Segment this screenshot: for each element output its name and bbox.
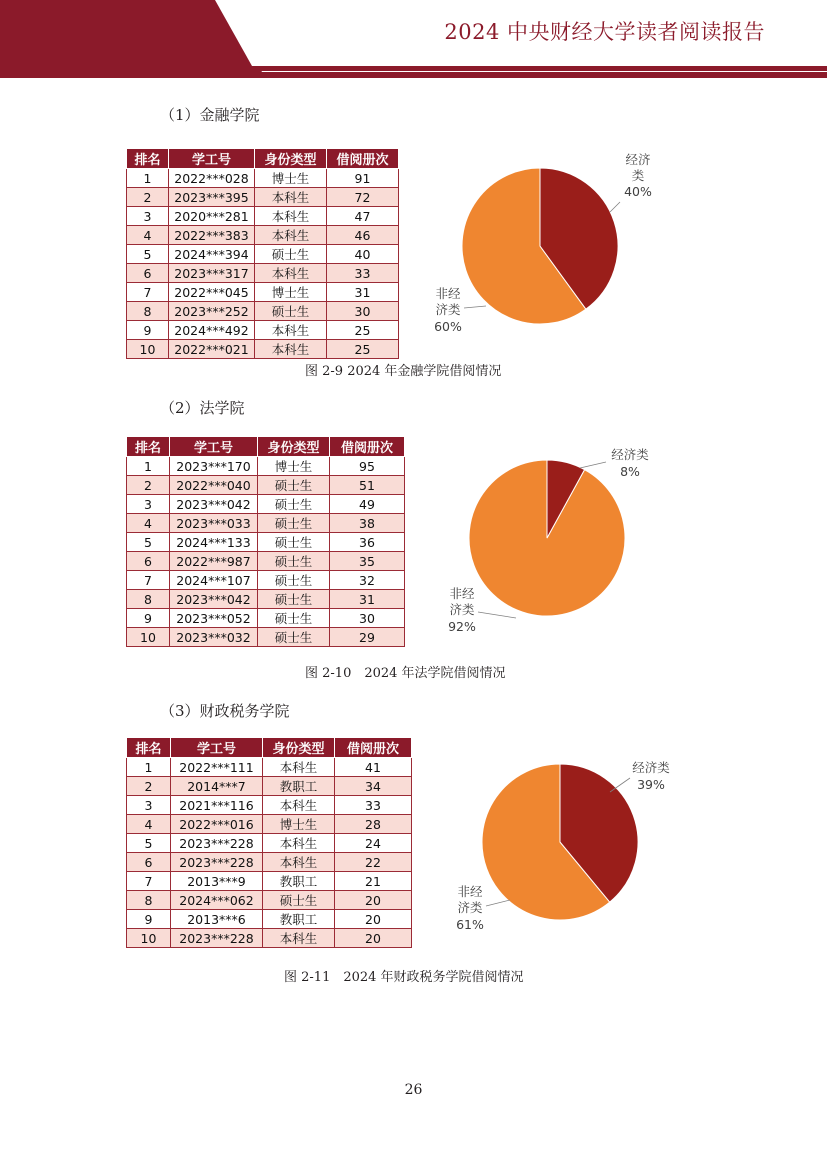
pie-label-non_economics: 非经 (449, 586, 475, 601)
cell-type: 硕士生 (258, 571, 330, 590)
table-row (127, 590, 405, 609)
table-row (127, 929, 412, 948)
table-row (127, 495, 405, 514)
col-header-type: 身份类型 (258, 437, 330, 457)
table-row (127, 815, 412, 834)
cell-count: 91 (327, 169, 399, 188)
pie-percent-non_economics: 61% (456, 917, 484, 932)
cell-id: 2022***383 (169, 226, 255, 245)
pie-chart-finance (420, 140, 660, 340)
pie-percent-economics: 40% (624, 184, 652, 199)
cell-type: 本科生 (263, 853, 335, 872)
cell-count: 25 (327, 321, 399, 340)
pie-label-economics: 经济 (625, 152, 651, 167)
cell-rank: 6 (127, 853, 171, 872)
table-row (127, 207, 399, 226)
cell-rank: 4 (127, 514, 170, 533)
cell-rank: 2 (127, 476, 170, 495)
col-header-count: 借阅册次 (327, 149, 399, 169)
cell-count: 20 (335, 891, 412, 910)
cell-id: 2023***033 (170, 514, 258, 533)
cell-id: 2013***9 (171, 872, 263, 891)
cell-id: 2022***987 (170, 552, 258, 571)
pie-label-non_economics: 非经 (457, 884, 483, 899)
table-row (127, 188, 399, 207)
table-row (127, 245, 399, 264)
section-title-law: （2）法学院 (160, 399, 245, 417)
cell-type: 本科生 (255, 188, 327, 207)
col-header-type: 身份类型 (263, 738, 335, 758)
cell-count: 21 (335, 872, 412, 891)
pie-label-economics: 经济类 (632, 760, 670, 775)
pie-leader-line (486, 900, 510, 906)
cell-id: 2022***016 (171, 815, 263, 834)
pie-label-economics: 经济类 (611, 447, 649, 462)
table-row (127, 514, 405, 533)
table-row (127, 910, 412, 929)
cell-count: 95 (330, 457, 405, 476)
cell-id: 2023***170 (170, 457, 258, 476)
cell-rank: 6 (127, 552, 170, 571)
cell-type: 本科生 (263, 929, 335, 948)
cell-rank: 8 (127, 891, 171, 910)
cell-type: 硕士生 (255, 245, 327, 264)
col-header-count: 借阅册次 (335, 738, 412, 758)
cell-id: 2022***021 (169, 340, 255, 359)
table-row (127, 758, 412, 777)
cell-rank: 10 (127, 628, 170, 647)
cell-id: 2014***7 (171, 777, 263, 796)
pie-label-non_economics: 非经 (435, 286, 461, 301)
pie-label-non_economics: 济类 (457, 900, 483, 915)
cell-id: 2023***395 (169, 188, 255, 207)
cell-type: 硕士生 (258, 628, 330, 647)
cell-type: 硕士生 (258, 533, 330, 552)
cell-id: 2023***042 (170, 590, 258, 609)
cell-rank: 2 (127, 188, 169, 207)
col-header-id: 学工号 (169, 149, 255, 169)
table-row (127, 283, 399, 302)
pie-percent-economics: 8% (620, 464, 640, 479)
cell-type: 硕士生 (258, 552, 330, 571)
cell-count: 40 (327, 245, 399, 264)
cell-rank: 1 (127, 169, 169, 188)
table-row (127, 321, 399, 340)
cell-rank: 9 (127, 609, 170, 628)
table-row (127, 796, 412, 815)
cell-count: 32 (330, 571, 405, 590)
cell-id: 2023***317 (169, 264, 255, 283)
cell-count: 25 (327, 340, 399, 359)
cell-rank: 5 (127, 245, 169, 264)
cell-type: 本科生 (263, 834, 335, 853)
cell-id: 2024***133 (170, 533, 258, 552)
cell-type: 教职工 (263, 910, 335, 929)
cell-rank: 5 (127, 533, 170, 552)
cell-id: 2021***116 (171, 796, 263, 815)
cell-id: 2022***028 (169, 169, 255, 188)
cell-type: 本科生 (255, 226, 327, 245)
cell-id: 2023***228 (171, 834, 263, 853)
table-row (127, 552, 405, 571)
cell-id: 2020***281 (169, 207, 255, 226)
pie-percent-non_economics: 92% (448, 619, 476, 634)
pie-leader-line (464, 306, 486, 308)
cell-rank: 1 (127, 758, 171, 777)
cell-count: 33 (335, 796, 412, 815)
cell-type: 博士生 (255, 283, 327, 302)
cell-count: 36 (330, 533, 405, 552)
ranking-table-public-finance (126, 737, 412, 948)
cell-count: 51 (330, 476, 405, 495)
cell-rank: 1 (127, 457, 170, 476)
table-row (127, 533, 405, 552)
pie-percent-non_economics: 60% (434, 319, 462, 334)
cell-count: 22 (335, 853, 412, 872)
table-row (127, 264, 399, 283)
table-row (127, 628, 405, 647)
cell-count: 33 (327, 264, 399, 283)
col-header-count: 借阅册次 (330, 437, 405, 457)
cell-id: 2023***052 (170, 609, 258, 628)
cell-count: 47 (327, 207, 399, 226)
cell-type: 博士生 (263, 815, 335, 834)
cell-id: 2023***032 (170, 628, 258, 647)
col-header-rank: 排名 (127, 437, 170, 457)
cell-id: 2022***040 (170, 476, 258, 495)
col-header-type: 身份类型 (255, 149, 327, 169)
table-row (127, 891, 412, 910)
table-row (127, 853, 412, 872)
cell-rank: 3 (127, 495, 170, 514)
cell-count: 30 (330, 609, 405, 628)
cell-id: 2013***6 (171, 910, 263, 929)
cell-type: 教职工 (263, 872, 335, 891)
pie-chart-public-finance (430, 750, 690, 950)
cell-type: 本科生 (255, 340, 327, 359)
ranking-table-law (126, 436, 405, 647)
table-row (127, 457, 405, 476)
cell-type: 硕士生 (258, 495, 330, 514)
cell-rank: 8 (127, 590, 170, 609)
cell-rank: 9 (127, 910, 171, 929)
cell-rank: 7 (127, 571, 170, 590)
pie-leader-line (478, 612, 516, 618)
page-number: 26 (404, 1082, 423, 1098)
section-title-public-finance: （3）财政税务学院 (160, 702, 290, 720)
cell-type: 博士生 (255, 169, 327, 188)
figure-caption-public-finance: 图 2-11 2024 年财政税务学院借阅情况 (284, 970, 524, 985)
table-row (127, 302, 399, 321)
cell-type: 硕士生 (258, 514, 330, 533)
pie-label-non_economics: 济类 (449, 602, 475, 617)
col-header-rank: 排名 (127, 738, 171, 758)
pie-leader-line (580, 462, 606, 468)
pie-label-economics: 类 (631, 168, 645, 183)
cell-rank: 5 (127, 834, 171, 853)
table-row (127, 777, 412, 796)
cell-type: 硕士生 (258, 609, 330, 628)
cell-id: 2024***107 (170, 571, 258, 590)
table-row (127, 226, 399, 245)
cell-type: 本科生 (255, 207, 327, 226)
table-row (127, 571, 405, 590)
cell-count: 72 (327, 188, 399, 207)
cell-count: 20 (335, 929, 412, 948)
cell-rank: 10 (127, 340, 169, 359)
cell-id: 2022***111 (171, 758, 263, 777)
pie-leader-line (610, 202, 620, 212)
cell-rank: 4 (127, 815, 171, 834)
cell-rank: 4 (127, 226, 169, 245)
section-title-finance: （1）金融学院 (160, 106, 260, 124)
cell-id: 2023***228 (171, 853, 263, 872)
cell-count: 31 (330, 590, 405, 609)
cell-type: 硕士生 (258, 590, 330, 609)
pie-percent-economics: 39% (637, 777, 665, 792)
cell-count: 38 (330, 514, 405, 533)
cell-count: 49 (330, 495, 405, 514)
cell-type: 硕士生 (258, 476, 330, 495)
col-header-id: 学工号 (171, 738, 263, 758)
table-row (127, 834, 412, 853)
cell-rank: 10 (127, 929, 171, 948)
cell-count: 41 (335, 758, 412, 777)
cell-type: 本科生 (263, 758, 335, 777)
cell-rank: 6 (127, 264, 169, 283)
pie-label-non_economics: 济类 (435, 302, 461, 317)
cell-count: 46 (327, 226, 399, 245)
table-row (127, 609, 405, 628)
cell-id: 2022***045 (169, 283, 255, 302)
pie-chart-law (420, 438, 680, 648)
cell-type: 本科生 (263, 796, 335, 815)
cell-id: 2023***228 (171, 929, 263, 948)
cell-type: 本科生 (255, 264, 327, 283)
cell-rank: 3 (127, 207, 169, 226)
report-title: 2024 中央财经大学读者阅读报告 (444, 20, 765, 44)
cell-rank: 3 (127, 796, 171, 815)
cell-rank: 7 (127, 283, 169, 302)
cell-id: 2024***062 (171, 891, 263, 910)
cell-count: 30 (327, 302, 399, 321)
cell-rank: 9 (127, 321, 169, 340)
cell-type: 教职工 (263, 777, 335, 796)
cell-rank: 8 (127, 302, 169, 321)
cell-id: 2023***042 (170, 495, 258, 514)
cell-rank: 2 (127, 777, 171, 796)
cell-count: 20 (335, 910, 412, 929)
cell-count: 34 (335, 777, 412, 796)
col-header-id: 学工号 (170, 437, 258, 457)
cell-type: 硕士生 (263, 891, 335, 910)
cell-count: 31 (327, 283, 399, 302)
cell-count: 24 (335, 834, 412, 853)
cell-type: 硕士生 (255, 302, 327, 321)
table-row (127, 476, 405, 495)
ranking-table-finance (126, 148, 399, 359)
cell-id: 2023***252 (169, 302, 255, 321)
cell-count: 29 (330, 628, 405, 647)
col-header-rank: 排名 (127, 149, 169, 169)
table-row (127, 340, 399, 359)
table-row (127, 872, 412, 891)
cell-rank: 7 (127, 872, 171, 891)
cell-id: 2024***492 (169, 321, 255, 340)
cell-type: 本科生 (255, 321, 327, 340)
figure-caption-law: 图 2-10 2024 年法学院借阅情况 (305, 666, 506, 681)
table-row (127, 169, 399, 188)
figure-caption-finance: 图 2-9 2024 年金融学院借阅情况 (305, 364, 502, 379)
cell-id: 2024***394 (169, 245, 255, 264)
cell-count: 28 (335, 815, 412, 834)
cell-count: 35 (330, 552, 405, 571)
cell-type: 博士生 (258, 457, 330, 476)
